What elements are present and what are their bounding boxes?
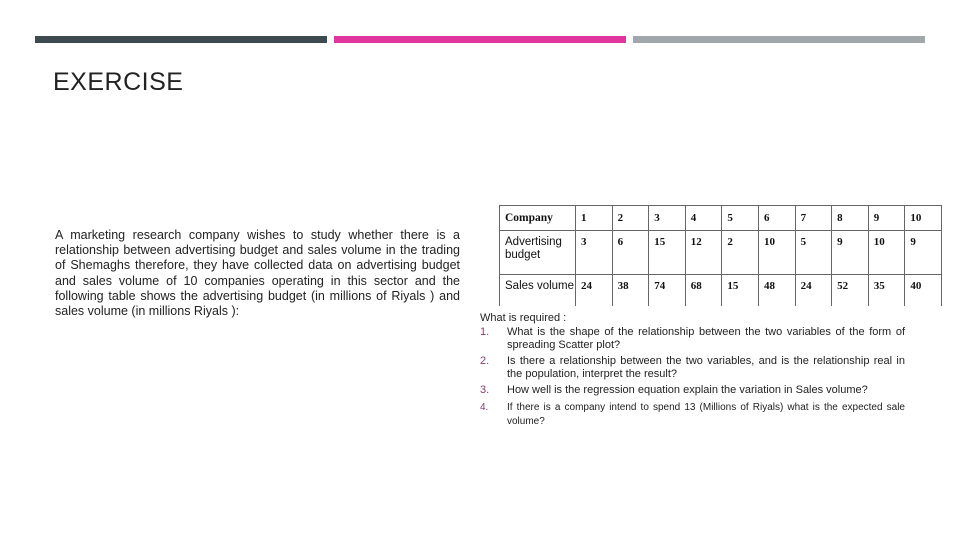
table-cell: 6	[612, 231, 649, 275]
table-row-company	[500, 206, 942, 231]
data-table-image	[499, 205, 942, 306]
accent-bar-gray	[633, 36, 925, 43]
question-text: If there is a company intend to spend 13 (Millions of Riyals) what is the expected sale volume?	[507, 402, 905, 427]
table-cell: 10	[905, 206, 942, 231]
question-item	[480, 401, 905, 429]
table-cell: 15	[722, 275, 759, 307]
table-cell: 24	[795, 275, 832, 307]
table-cell: 74	[649, 275, 686, 307]
table-cell: 2	[722, 231, 759, 275]
table-row-advertising	[500, 231, 942, 275]
table-cell: 10	[868, 231, 905, 275]
table-cell: 68	[685, 275, 722, 307]
slide-title: EXERCISE	[53, 68, 184, 96]
table-cell: 9	[868, 206, 905, 231]
table-cell: 5	[795, 231, 832, 275]
table-cell: 24	[576, 275, 613, 307]
question-item	[480, 384, 905, 397]
table-cell: 4	[685, 206, 722, 231]
question-item	[480, 326, 905, 352]
row-label-company: Company	[500, 206, 576, 231]
table-cell: 35	[868, 275, 905, 307]
table-cell: 9	[832, 231, 869, 275]
question-text: What is the shape of the relationship between the two variables of the form of spreading Scatter plot?	[507, 326, 905, 351]
table-cell: 8	[832, 206, 869, 231]
table-cell: 38	[612, 275, 649, 307]
row-label-sales: Sales volume	[500, 275, 576, 307]
table-cell: 7	[795, 206, 832, 231]
questions-heading: What is required :	[480, 312, 567, 324]
table-cell: 48	[758, 275, 795, 307]
table-cell: 10	[758, 231, 795, 275]
table-cell: 40	[905, 275, 942, 307]
table-cell: 52	[832, 275, 869, 307]
table-cell: 3	[649, 206, 686, 231]
question-number: 4.	[480, 402, 489, 413]
intro-paragraph: A marketing research company wishes to study whether there is a relationship between advertising budget and sales volume in the trading of Shemaghs therefore, they have collected data on advertising budget and sales volume of 10 companies operating in this sector and the following table shows the advertising budget (in millions of Riyals ) and sales volume (in millions Riyals ):	[55, 228, 460, 319]
table-cell: 15	[649, 231, 686, 275]
table-row-sales	[500, 275, 942, 307]
table-cell: 5	[722, 206, 759, 231]
question-number: 2.	[480, 355, 490, 367]
question-text: How well is the regression equation explain the variation in Sales volume?	[507, 384, 868, 396]
table-cell: 9	[905, 231, 942, 275]
question-text: Is there a relationship between the two variables, and is the relationship real in the population, interpret the result?	[507, 355, 905, 380]
question-number: 1.	[480, 326, 490, 338]
question-number: 3.	[480, 384, 490, 396]
accent-bar-pink	[334, 36, 626, 43]
table-cell: 12	[685, 231, 722, 275]
questions-block	[480, 311, 905, 432]
accent-bar-dark	[35, 36, 327, 43]
row-label-advertising: Advertising budget	[500, 231, 576, 275]
table-cell: 1	[576, 206, 613, 231]
table-cell: 3	[576, 231, 613, 275]
table-cell: 2	[612, 206, 649, 231]
data-table	[499, 205, 942, 306]
table-cell: 6	[758, 206, 795, 231]
question-item	[480, 355, 905, 381]
